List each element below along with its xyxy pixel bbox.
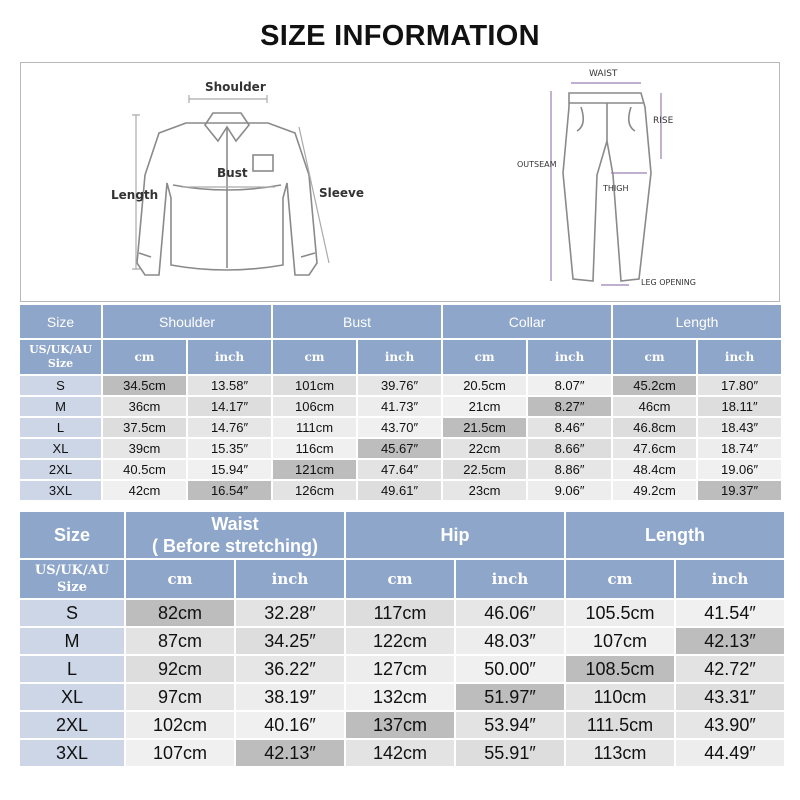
table-row — [20, 460, 781, 479]
value-cell: 39.76″ — [358, 376, 441, 395]
table-row — [20, 376, 781, 395]
size-cell: 2XL — [20, 712, 124, 738]
value-cell: 46.8cm — [613, 418, 696, 437]
measurement-illustration — [21, 63, 779, 301]
unit-inch: inch — [676, 560, 784, 598]
rise-label: RISE — [653, 116, 674, 126]
size-cell: S — [20, 376, 101, 395]
table-row — [20, 397, 781, 416]
page-title: SIZE INFORMATION — [260, 20, 540, 52]
shoulder-label: Shoulder — [205, 80, 266, 94]
value-cell: 116cm — [273, 439, 356, 458]
unit-cm: cm — [126, 560, 234, 598]
value-cell: 36cm — [103, 397, 186, 416]
value-cell: 16.54″ — [188, 481, 271, 500]
value-cell: 46.06″ — [456, 600, 564, 626]
value-cell: 117cm — [346, 600, 454, 626]
shirt-size-table — [18, 303, 783, 502]
unit-inch: inch — [698, 340, 781, 374]
value-cell: 97cm — [126, 684, 234, 710]
value-cell: 48.4cm — [613, 460, 696, 479]
value-cell: 46cm — [613, 397, 696, 416]
value-cell: 126cm — [273, 481, 356, 500]
size-header: Size — [20, 512, 124, 558]
unit-cm: cm — [103, 340, 186, 374]
value-cell: 53.94″ — [456, 712, 564, 738]
size-cell: 3XL — [20, 481, 101, 500]
value-cell: 20.5cm — [443, 376, 526, 395]
value-cell: 8.46″ — [528, 418, 611, 437]
value-cell: 43.31″ — [676, 684, 784, 710]
value-cell: 13.58″ — [188, 376, 271, 395]
thigh-label: THIGH — [603, 184, 629, 193]
value-cell: 45.67″ — [358, 439, 441, 458]
unit-inch: inch — [528, 340, 611, 374]
value-cell: 39cm — [103, 439, 186, 458]
length-header: Length — [566, 512, 784, 558]
value-cell: 41.54″ — [676, 600, 784, 626]
table-row — [20, 740, 784, 766]
value-cell: 42.72″ — [676, 656, 784, 682]
value-cell: 142cm — [346, 740, 454, 766]
value-cell: 41.73″ — [358, 397, 441, 416]
value-cell: 137cm — [346, 712, 454, 738]
value-cell: 21cm — [443, 397, 526, 416]
table-row — [20, 418, 781, 437]
value-cell: 127cm — [346, 656, 454, 682]
value-cell: 110cm — [566, 684, 674, 710]
leg-opening-label: LEG OPENING — [641, 278, 696, 287]
value-cell: 32.28″ — [236, 600, 344, 626]
value-cell: 49.61″ — [358, 481, 441, 500]
size-cell: L — [20, 656, 124, 682]
length-label: Length — [111, 188, 159, 202]
size-cell: 2XL — [20, 460, 101, 479]
value-cell: 113cm — [566, 740, 674, 766]
value-cell: 42.13″ — [676, 628, 784, 654]
bust-header: Bust — [273, 305, 441, 338]
bust-label: Bust — [217, 166, 248, 180]
value-cell: 111.5cm — [566, 712, 674, 738]
value-cell: 14.17″ — [188, 397, 271, 416]
value-cell: 107cm — [566, 628, 674, 654]
table-row — [20, 600, 784, 626]
value-cell: 38.19″ — [236, 684, 344, 710]
value-cell: 43.70″ — [358, 418, 441, 437]
sleeve-label: Sleeve — [319, 186, 364, 200]
value-cell: 121cm — [273, 460, 356, 479]
shoulder-header: Shoulder — [103, 305, 271, 338]
table-row — [20, 439, 781, 458]
size-cell: M — [20, 628, 124, 654]
table-row — [20, 656, 784, 682]
region-size-header: US/UK/AU Size — [20, 560, 124, 598]
unit-inch: inch — [358, 340, 441, 374]
value-cell: 19.37″ — [698, 481, 781, 500]
value-cell: 18.43″ — [698, 418, 781, 437]
value-cell: 17.80″ — [698, 376, 781, 395]
value-cell: 122cm — [346, 628, 454, 654]
value-cell: 21.5cm — [443, 418, 526, 437]
value-cell: 47.6cm — [613, 439, 696, 458]
value-cell: 8.07″ — [528, 376, 611, 395]
collar-header: Collar — [443, 305, 611, 338]
value-cell: 40.16″ — [236, 712, 344, 738]
value-cell: 51.97″ — [456, 684, 564, 710]
value-cell: 34.25″ — [236, 628, 344, 654]
waist-label: WAIST — [589, 69, 618, 79]
value-cell: 45.2cm — [613, 376, 696, 395]
shirt-icon — [137, 113, 317, 275]
value-cell: 50.00″ — [456, 656, 564, 682]
size-cell: M — [20, 397, 101, 416]
value-cell: 44.49″ — [676, 740, 784, 766]
value-cell: 106cm — [273, 397, 356, 416]
value-cell: 55.91″ — [456, 740, 564, 766]
waist-note: ( Before stretching) — [151, 536, 319, 556]
unit-cm: cm — [566, 560, 674, 598]
unit-inch: inch — [456, 560, 564, 598]
value-cell: 111cm — [273, 418, 356, 437]
value-cell: 40.5cm — [103, 460, 186, 479]
value-cell: 15.94″ — [188, 460, 271, 479]
value-cell: 36.22″ — [236, 656, 344, 682]
size-cell: XL — [20, 439, 101, 458]
value-cell: 8.66″ — [528, 439, 611, 458]
value-cell: 132cm — [346, 684, 454, 710]
value-cell: 49.2cm — [613, 481, 696, 500]
unit-inch: inch — [188, 340, 271, 374]
value-cell: 34.5cm — [103, 376, 186, 395]
table-row — [20, 712, 784, 738]
measurement-diagram — [20, 62, 780, 302]
unit-cm: cm — [443, 340, 526, 374]
value-cell: 87cm — [126, 628, 234, 654]
value-cell: 47.64″ — [358, 460, 441, 479]
unit-cm: cm — [273, 340, 356, 374]
unit-inch: inch — [236, 560, 344, 598]
value-cell: 15.35″ — [188, 439, 271, 458]
size-cell: L — [20, 418, 101, 437]
value-cell: 108.5cm — [566, 656, 674, 682]
unit-cm: cm — [346, 560, 454, 598]
value-cell: 82cm — [126, 600, 234, 626]
value-cell: 8.27″ — [528, 397, 611, 416]
value-cell: 18.11″ — [698, 397, 781, 416]
length-header: Length — [613, 305, 781, 338]
value-cell: 107cm — [126, 740, 234, 766]
value-cell: 18.74″ — [698, 439, 781, 458]
value-cell: 42.13″ — [236, 740, 344, 766]
value-cell: 22cm — [443, 439, 526, 458]
value-cell: 37.5cm — [103, 418, 186, 437]
size-cell: S — [20, 600, 124, 626]
value-cell: 102cm — [126, 712, 234, 738]
outseam-label: OUTSEAM — [517, 160, 557, 169]
hip-header: Hip — [346, 512, 564, 558]
size-cell: XL — [20, 684, 124, 710]
value-cell: 105.5cm — [566, 600, 674, 626]
pants-size-table — [18, 510, 786, 768]
value-cell: 92cm — [126, 656, 234, 682]
value-cell: 14.76″ — [188, 418, 271, 437]
table-row — [20, 481, 781, 500]
value-cell: 48.03″ — [456, 628, 564, 654]
value-cell: 9.06″ — [528, 481, 611, 500]
size-header: Size — [20, 305, 101, 338]
value-cell: 19.06″ — [698, 460, 781, 479]
table-row — [20, 684, 784, 710]
value-cell: 8.86″ — [528, 460, 611, 479]
value-cell: 101cm — [273, 376, 356, 395]
table-row — [20, 628, 784, 654]
unit-cm: cm — [613, 340, 696, 374]
value-cell: 23cm — [443, 481, 526, 500]
size-cell: 3XL — [20, 740, 124, 766]
value-cell: 22.5cm — [443, 460, 526, 479]
region-size-header: US/UK/AU Size — [20, 340, 101, 374]
value-cell: 42cm — [103, 481, 186, 500]
value-cell: 43.90″ — [676, 712, 784, 738]
waist-header: Waist ( Before stretching) — [126, 512, 344, 558]
